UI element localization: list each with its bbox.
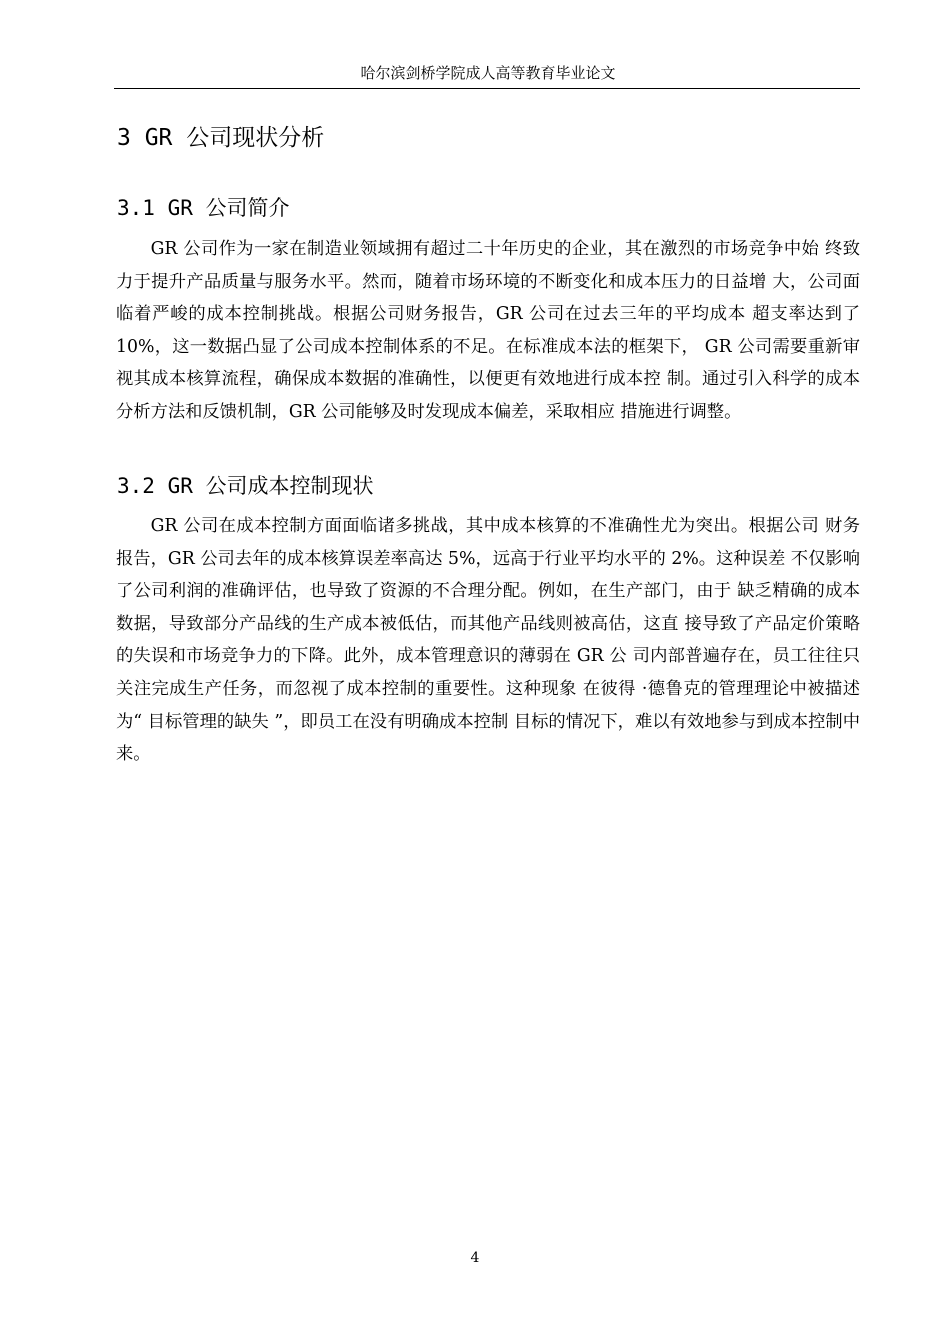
page-number: 4 — [470, 1250, 480, 1266]
section-heading-3-1: 3.1 GR 公司简介 — [117, 196, 290, 220]
section-heading-3-2: 3.2 GR 公司成本控制现状 — [117, 474, 374, 498]
section-paragraph-3-1: GR 公司作为一家在制造业领域拥有超过二十年历史的企业，其在激烈的市场竞争中始 终致力于提升产品质量与服务水平。然而，随着市场环境的不断变化和成本压力的日益增 大，公司面临着严峻的成本控制挑战。根据公司财务报告，GR 公司在过去三年的平均成本 超支率达到了 10%，这一数据凸显了公司成本控制体系的不足。在标准成本法的框架下， GR 公司需要重新审视其成本核算流程，确保成本数据的准确性，以便更有效地进行成本控 制。通过引入科学的成本分析方法和反馈机制，GR 公司能够及时发现成本偏差，采取相应 措施进行调整。 — [116, 239, 860, 422]
chapter-heading: 3 GR 公司现状分析 — [117, 125, 325, 151]
running-header: 哈尔滨剑桥学院成人高等教育毕业论文 — [360, 64, 616, 82]
section-paragraph-3-2: GR 公司在成本控制方面面临诸多挑战，其中成本核算的不准确性尤为突出。根据公司 财务报告，GR 公司去年的成本核算误差率高达 5%，远高于行业平均水平的 2%。这种误差 不仅影响了公司利润的准确评估，也导致了资源的不合理分配。例如，在生产部门，由于 缺乏精确的成本数据，导致部分产品线的生产成本被低估，而其他产品线则被高估，这直 接导致了产品定价策略的失误和市场竞争力的下降。此外，成本管理意识的薄弱在 GR 公 司内部普遍存在，员工往往只关注完成生产任务，而忽视了成本控制的重要性。这种现象 在彼得 ·德鲁克的管理理论中被描述为“ 目标管理的缺失 ”，即员工在没有明确成本控制 目标的情况下，难以有效地参与到成本控制中来。 — [116, 516, 860, 765]
header-divider — [114, 88, 860, 89]
